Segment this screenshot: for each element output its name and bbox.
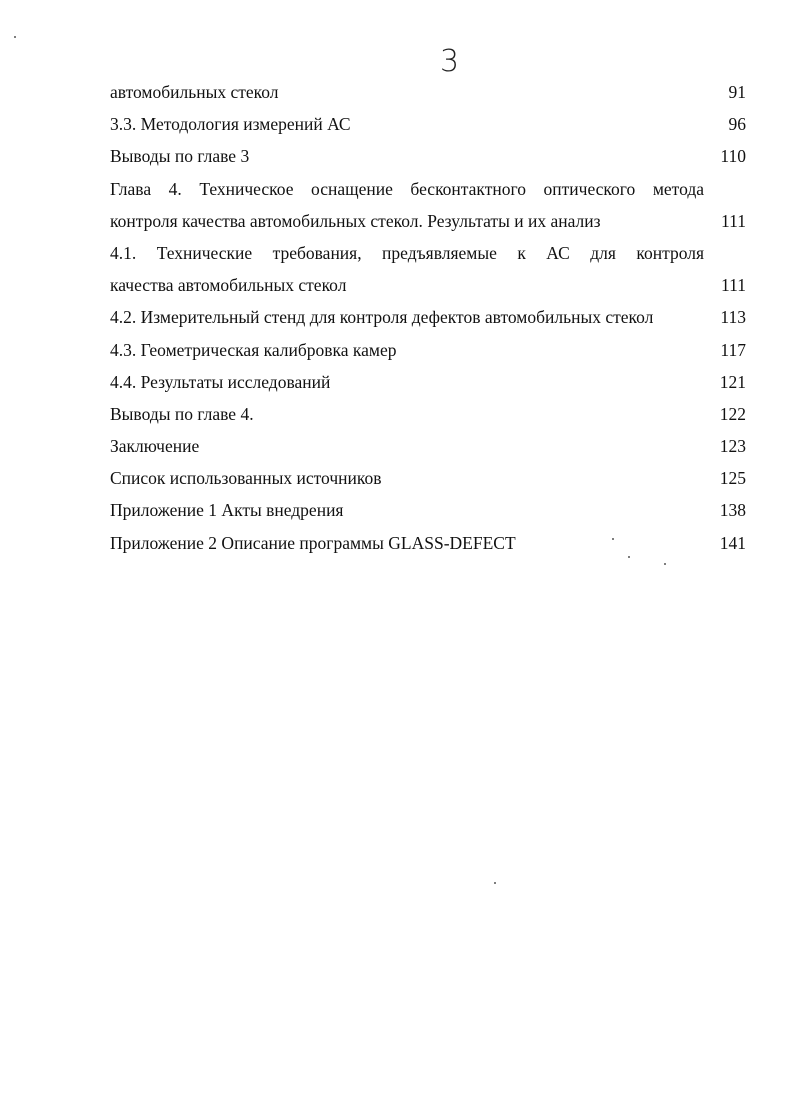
page-number: 3 (440, 44, 460, 79)
scan-speck (664, 563, 666, 565)
toc-entry-title: Приложение 2 Описание программы GLASS-DEFECT (110, 532, 516, 553)
toc-entry (110, 462, 746, 494)
toc-entry-title: контроля качества автомобильных стекол. Результаты и их анализ (110, 210, 601, 231)
toc-entry-page: 96 (728, 114, 746, 135)
toc-entry-page: 121 (719, 371, 746, 392)
toc-entry-page: 141 (719, 532, 746, 553)
toc-entry-page: 117 (720, 339, 746, 360)
toc-entry-page: 138 (719, 500, 746, 521)
toc-entry (110, 430, 746, 462)
toc-entry-title: Выводы по главе 4. (110, 403, 254, 424)
scan-speck (628, 556, 630, 558)
toc-entry-continuation (110, 269, 746, 301)
toc-entry (110, 527, 746, 559)
scan-speck (612, 538, 614, 540)
toc-entry-title: 3.3. Методология измерений АС (110, 114, 351, 135)
toc-entry-title: Заключение (110, 436, 200, 457)
toc-entry-title: 4.2. Измерительный стенд для контроля дефектов автомобильных стекол (110, 307, 654, 328)
toc-entry (110, 398, 746, 430)
table-of-contents (110, 76, 746, 559)
toc-entry-title: 4.3. Геометрическая калибровка камер (110, 339, 397, 360)
toc-entry-title: Выводы по главе 3 (110, 146, 250, 167)
toc-entry (110, 76, 746, 108)
toc-entry-page: 111 (721, 275, 746, 296)
toc-entry-title: качества автомобильных стекол (110, 275, 347, 296)
toc-entry-title: 4.1. Технические требования, предъявляемые к АС для контроля (110, 242, 704, 263)
toc-entry-page: 125 (719, 468, 746, 489)
toc-entry (110, 173, 746, 205)
toc-entry-page: 110 (720, 146, 746, 167)
toc-entry (110, 301, 746, 333)
toc-entry-continuation (110, 205, 746, 237)
toc-entry-page: 123 (719, 436, 746, 457)
toc-entry (110, 108, 746, 140)
toc-entry (110, 494, 746, 526)
toc-entry (110, 237, 746, 269)
toc-entry-page: 91 (728, 82, 746, 102)
toc-entry-title: Список использованных источников (110, 468, 382, 489)
toc-entry-title: 4.4. Результаты исследований (110, 371, 331, 392)
scan-speck (494, 882, 496, 884)
toc-entry (110, 366, 746, 398)
toc-entry (110, 140, 746, 172)
toc-entry-title: Глава 4. Техническое оснащение бесконтактного оптического метода (110, 178, 704, 199)
toc-entry-title: автомобильных стекол (110, 82, 279, 102)
toc-entry-page: 113 (720, 307, 746, 328)
toc-entry (110, 334, 746, 366)
scan-speck (14, 36, 16, 38)
toc-entry-title: Приложение 1 Акты внедрения (110, 500, 344, 521)
toc-entry-page: 122 (719, 403, 746, 424)
toc-entry-page: 111 (721, 210, 746, 231)
